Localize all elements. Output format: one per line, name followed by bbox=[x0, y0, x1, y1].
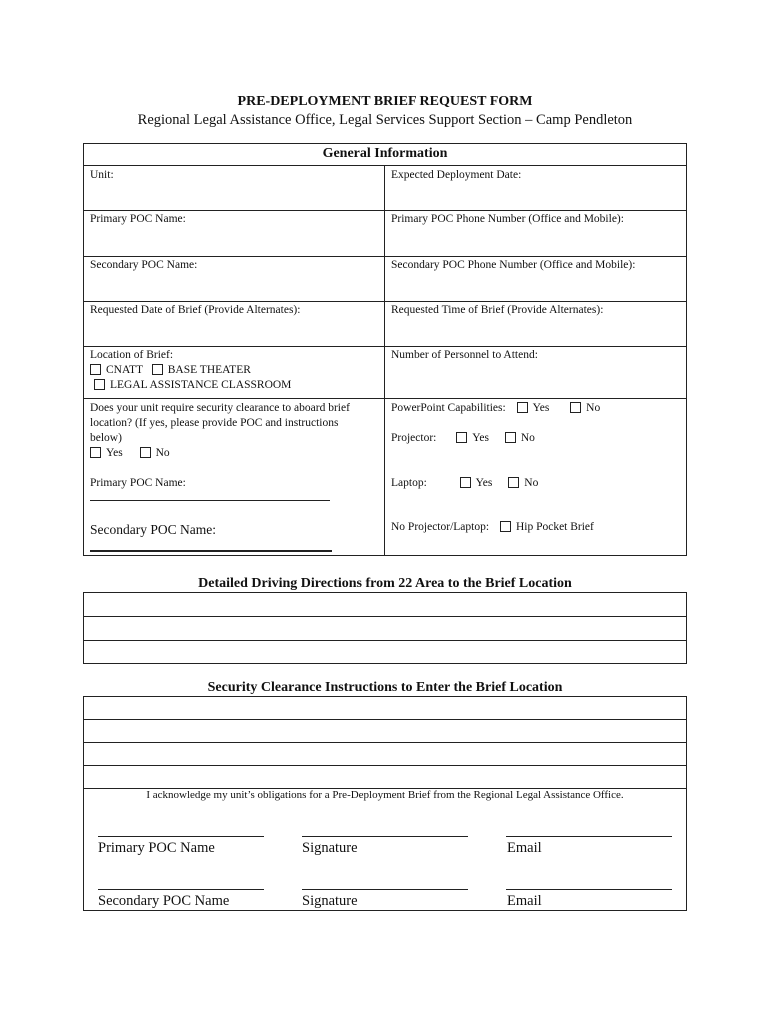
cnatt-label: CNATT bbox=[106, 364, 143, 376]
security-yes-checkbox[interactable] bbox=[90, 447, 101, 458]
laptop-label: Laptop: bbox=[391, 477, 427, 489]
secondary-poc-name-line[interactable] bbox=[98, 889, 264, 890]
base-theater-checkbox[interactable] bbox=[152, 364, 163, 375]
primary-poc-name-caption: Primary POC Name bbox=[98, 840, 215, 856]
security-yes-no bbox=[90, 446, 170, 461]
laptop-yes-label: Yes bbox=[475, 477, 493, 489]
laptop-no-label: No bbox=[524, 477, 539, 489]
legal-assistance-classroom-label: LEGAL ASSISTANCE CLASSROOM bbox=[110, 379, 292, 391]
secondary-signature-line[interactable] bbox=[302, 889, 468, 890]
no-projector-row bbox=[391, 520, 594, 535]
powerpoint-yes-checkbox[interactable] bbox=[517, 402, 528, 413]
unit-field[interactable]: Unit: bbox=[90, 169, 114, 181]
secondary-email-caption: Email bbox=[507, 893, 542, 909]
powerpoint-label: PowerPoint Capabilities: bbox=[391, 402, 506, 414]
hip-pocket-brief-label: Hip Pocket Brief bbox=[515, 521, 594, 533]
requested-time-field[interactable]: Requested Time of Brief (Provide Alternates): bbox=[391, 304, 604, 316]
security-instructions-table bbox=[83, 696, 687, 911]
driving-directions-row-2[interactable] bbox=[83, 640, 687, 641]
projector-yes-label: Yes bbox=[472, 432, 489, 444]
powerpoint-no-checkbox[interactable] bbox=[570, 402, 581, 413]
primary-poc-name-line[interactable] bbox=[98, 836, 264, 837]
security-no-label: No bbox=[155, 447, 170, 459]
security-question bbox=[90, 401, 382, 446]
projector-yes-checkbox[interactable] bbox=[456, 432, 467, 443]
personnel-field[interactable]: Number of Personnel to Attend: bbox=[391, 349, 538, 361]
secondary-poc-name-field[interactable]: Secondary POC Name: bbox=[90, 259, 198, 271]
driving-directions-row-1[interactable] bbox=[83, 616, 687, 617]
security-primary-poc-label: Primary POC Name: bbox=[90, 477, 186, 489]
security-instructions-row-1[interactable] bbox=[83, 719, 687, 720]
base-theater-label: BASE THEATER bbox=[167, 364, 251, 376]
security-secondary-poc-label: Secondary POC Name: bbox=[90, 522, 216, 537]
security-instructions-row-3[interactable] bbox=[83, 765, 687, 766]
location-options-row bbox=[90, 363, 251, 378]
primary-email-line[interactable] bbox=[506, 836, 672, 837]
laptop-row bbox=[391, 476, 538, 491]
location-of-brief-label: Location of Brief: bbox=[90, 349, 174, 361]
cnatt-checkbox[interactable] bbox=[90, 364, 101, 375]
projector-row bbox=[391, 431, 535, 446]
projector-label: Projector: bbox=[391, 432, 437, 444]
projector-no-label: No bbox=[520, 432, 535, 444]
no-projector-label: No Projector/Laptop: bbox=[391, 521, 490, 533]
primary-signature-caption: Signature bbox=[302, 840, 358, 856]
primary-poc-phone-field[interactable]: Primary POC Phone Number (Office and Mobile): bbox=[391, 213, 624, 225]
secondary-poc-name-caption: Secondary POC Name bbox=[98, 893, 230, 909]
secondary-email-line[interactable] bbox=[506, 889, 672, 890]
security-primary-poc-line[interactable] bbox=[90, 500, 330, 501]
acknowledgement-text: I acknowledge my unit’s obligations for a Pre-Deployment Brief from the Regional Legal Assistance Office. bbox=[146, 789, 624, 801]
form-title: PRE-DEPLOYMENT BRIEF REQUEST FORM bbox=[237, 94, 533, 109]
secondary-signature-caption: Signature bbox=[302, 893, 358, 909]
laptop-yes-checkbox[interactable] bbox=[460, 477, 471, 488]
security-question-line3: below) bbox=[90, 432, 122, 444]
security-question-line2: location? (If yes, please provide POC and instructions bbox=[90, 417, 339, 429]
projector-no-checkbox[interactable] bbox=[505, 432, 516, 443]
driving-directions-heading: Detailed Driving Directions from 22 Area to the Brief Location bbox=[198, 576, 572, 591]
primary-email-caption: Email bbox=[507, 840, 542, 856]
security-instructions-row-2[interactable] bbox=[83, 742, 687, 743]
security-instructions-heading: Security Clearance Instructions to Enter the Brief Location bbox=[207, 680, 563, 695]
security-yes-label: Yes bbox=[106, 447, 123, 459]
powerpoint-no-label: No bbox=[586, 402, 601, 414]
powerpoint-yes-label: Yes bbox=[532, 402, 550, 414]
secondary-poc-phone-field[interactable]: Secondary POC Phone Number (Office and Mobile): bbox=[391, 259, 636, 271]
security-secondary-poc-line[interactable] bbox=[90, 550, 332, 552]
driving-directions-table bbox=[83, 592, 687, 664]
location-classroom-row bbox=[94, 378, 291, 393]
security-no-checkbox[interactable] bbox=[140, 447, 151, 458]
general-information-heading: General Information bbox=[322, 146, 448, 161]
powerpoint-row bbox=[391, 401, 600, 416]
primary-poc-name-field[interactable]: Primary POC Name: bbox=[90, 213, 186, 225]
laptop-no-checkbox[interactable] bbox=[508, 477, 519, 488]
hip-pocket-brief-checkbox[interactable] bbox=[500, 521, 511, 532]
primary-signature-line[interactable] bbox=[302, 836, 468, 837]
form-subtitle: Regional Legal Assistance Office, Legal Services Support Section – Camp Pendleton bbox=[137, 112, 633, 128]
requested-date-field[interactable]: Requested Date of Brief (Provide Alternates): bbox=[90, 304, 301, 316]
expected-deployment-date-field[interactable]: Expected Deployment Date: bbox=[391, 169, 522, 181]
legal-assistance-classroom-checkbox[interactable] bbox=[94, 379, 105, 390]
security-question-line1: Does your unit require security clearance to aboard brief bbox=[90, 402, 350, 414]
